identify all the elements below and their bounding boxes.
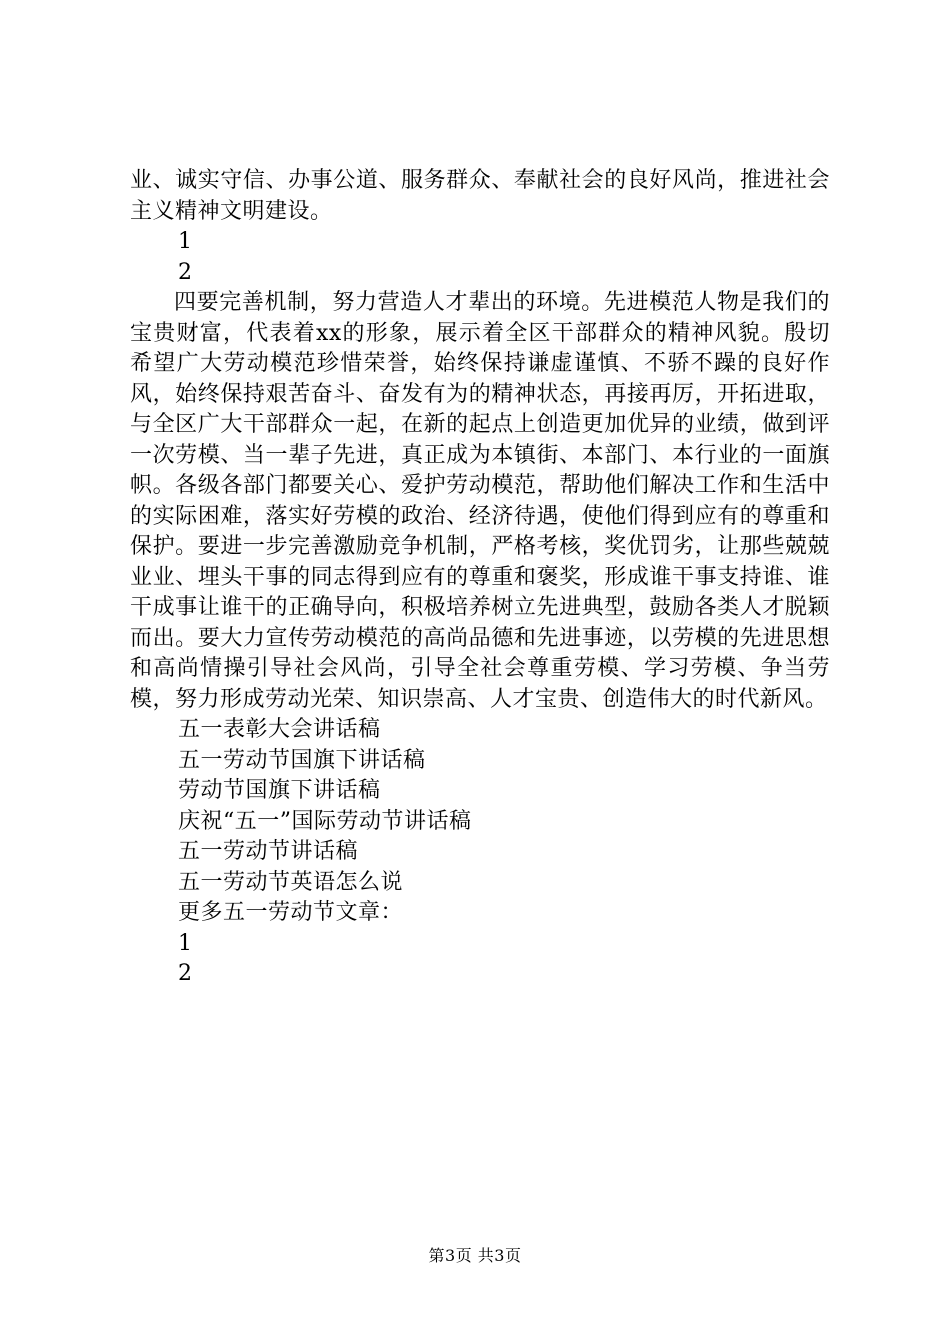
document-body [130,166,830,990]
page-nav-bottom-2[interactable]: 2 [178,961,193,986]
related-link-4[interactable]: 庆祝“五一”国际劳动节讲话稿 [178,808,472,834]
related-link-5[interactable]: 五一劳动节讲话稿 [178,839,359,864]
related-link-3[interactable]: 劳动节国旗下讲话稿 [178,778,381,803]
paragraph-main: 四要完善机制，努力营造人才辈出的环境。先进模范人物是我们的宝贵财富，代表着xx的形象，展示着全区干部群众的精神风貌。殷切希望广大劳动模范珍惜荣誉，始终保持谦虚谨慎、不骄不躁的良好作风，始终保持艰苦奋斗、奋发有为的精神状态，再接再厉，开拓进取，与全区广大干部群众一起，在新的起点上创造更加优异的业绩，做到评一次劳模、当一辈子先进，真正成为本镇街、本部门、本行业的一面旗帜。各级各部门都要关心、爱护劳动模范，帮助他们解决工作和生活中的实际困难，落实好劳模的政治、经济待遇，使他们得到应有的尊重和保护。要进一步完善激励竞争机制，严格考核，奖优罚劣，让那些兢兢业业、埋头干事的同志得到应有的尊重和褒奖，形成谁干事支持谁、谁干成事让谁干的正确导向，积极培养树立先进典型，鼓励各类人才脱颖而出。要大力宣传劳动模范的高尚品德和先进事迹，以劳模的先进思想和高尚情操引导社会风尚，引导全社会尊重劳模、学习劳模、争当劳模，努力形成劳动光荣、知识崇高、人才宝贵、创造伟大的时代新风。 [130,290,830,712]
more-articles-label: 更多五一劳动节文章： [178,900,404,925]
page-footer: 第3页 共3页 [428,1246,522,1265]
paragraph-continuation: 业、诚实守信、办事公道、服务群众、奉献社会的良好风尚，推进社会主义精神文明建设。 [130,168,830,224]
page-nav-top-2[interactable]: 2 [178,259,193,285]
related-link-1[interactable]: 五一表彰大会讲话稿 [178,717,381,742]
related-link-6[interactable]: 五一劳动节英语怎么说 [178,869,404,895]
page-nav-bottom-1[interactable]: 1 [178,930,193,956]
page-nav-top-1[interactable]: 1 [178,229,193,254]
related-link-2[interactable]: 五一劳动节国旗下讲话稿 [178,747,426,773]
